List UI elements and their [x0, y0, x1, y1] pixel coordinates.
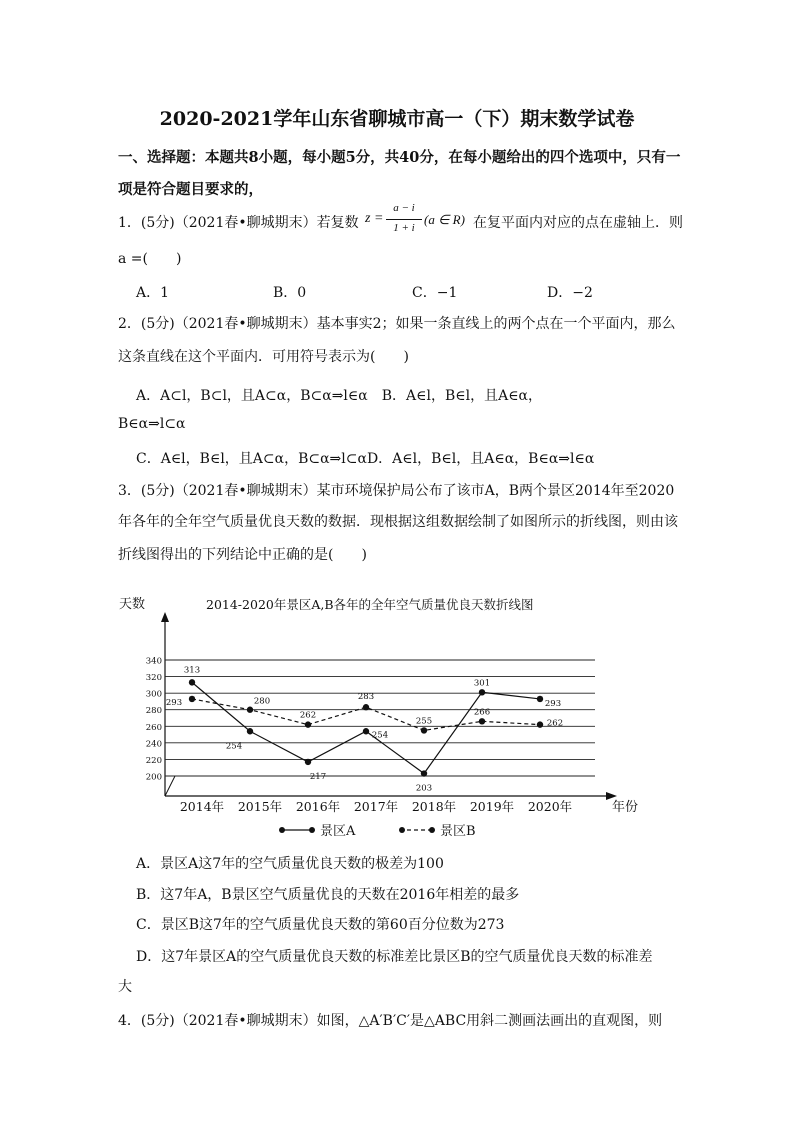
x-tick-label: 2019年 — [469, 799, 515, 814]
axis-break — [165, 776, 175, 796]
q1-prefix: 1．(5分)（2021春•聊城期末）若复数 — [118, 215, 359, 231]
data-point — [305, 721, 311, 727]
legend-marker-a — [309, 827, 315, 833]
q3-option-a: A．景区A这7年的空气质量优良天数的极差为100 — [136, 856, 444, 872]
x-tick-label: 2016年 — [295, 799, 341, 814]
q1-option-c: C．−1 — [412, 285, 458, 301]
x-tick-label: 2014年 — [179, 799, 225, 814]
x-tick-label: 2018年 — [411, 799, 457, 814]
x-tick-label: 2015年 — [237, 799, 283, 814]
data-point — [189, 679, 195, 685]
q2-option-ab: A．A⊂l，B⊂l，且A⊂α，B⊂α⇒l∈α B．A∈l，B∈l，且A∈α， — [136, 388, 543, 404]
data-label: 262 — [299, 710, 317, 721]
section-heading-line2: 项是符合题目要求的， — [118, 181, 263, 198]
data-point — [305, 759, 311, 765]
y-tick-label: 340 — [145, 656, 162, 667]
q4-line1: 4．(5分)（2021春•聊城期末）如图，△A′B′C′是△ABC用斜二测画法画出的直观图，则 — [118, 1013, 663, 1029]
data-point — [189, 696, 195, 702]
x-axis-label: 年份 — [612, 800, 639, 815]
q2-line2: 这条直线在这个平面内．可用符号表示为( ) — [118, 349, 409, 365]
x-tick-label: 2017年 — [353, 799, 399, 814]
q1-denominator: 1 + i — [393, 222, 415, 234]
data-point — [363, 704, 369, 710]
data-label: 293 — [544, 698, 562, 709]
y-tick-label: 220 — [145, 755, 162, 766]
data-label: 254 — [371, 730, 389, 741]
legend-marker-b — [429, 827, 435, 833]
q1-option-d: D．−2 — [547, 285, 593, 301]
legend-label-a: 景区A — [320, 824, 356, 839]
data-point — [421, 727, 427, 733]
legend-marker-b — [399, 827, 405, 833]
y-tick-label: 200 — [145, 772, 162, 783]
data-label: 283 — [357, 692, 375, 703]
legend-marker-a — [279, 827, 285, 833]
y-tick-label: 260 — [145, 722, 162, 733]
q1-option-b: B．0 — [273, 285, 307, 301]
y-tick-label: 280 — [145, 706, 162, 717]
q3-option-b: B．这7年A，B景区空气质量优良的天数在2016年相差的最多 — [136, 887, 520, 903]
data-point — [421, 770, 427, 776]
y-axis-label: 天数 — [119, 597, 146, 612]
data-label: 280 — [253, 696, 271, 707]
q3-option-c: C．景区B这7年的空气质量优良天数的第60百分位数为273 — [136, 917, 505, 933]
page-title: 2020-2021学年山东省聊城市高一（下）期末数学试卷 — [159, 108, 635, 130]
data-label: 262 — [546, 718, 564, 729]
data-label: 313 — [183, 665, 201, 676]
data-label: 217 — [309, 771, 327, 782]
data-label: 254 — [225, 741, 243, 752]
x-tick-label: 2020年 — [527, 799, 573, 814]
q3-line3: 折线图得出的下列结论中正确的是( ) — [118, 547, 367, 563]
q3-line2: 年各年的全年空气质量优良天数的数据．现根据这组数据绘制了如图所示的折线图，则由该 — [118, 514, 678, 530]
q1-numerator: a − i — [393, 202, 415, 214]
q1-line2: a =( ) — [118, 251, 182, 267]
data-label: 203 — [415, 783, 433, 794]
q1-suffix: 在复平面内对应的点在虚轴上．则 — [473, 215, 683, 231]
q1-z: z = — [365, 211, 384, 226]
q2-line1: 2．(5分)（2021春•聊城期末）基本事实2；如果一条直线上的两个点在一个平面内，那么 — [118, 316, 676, 332]
data-label: 293 — [165, 697, 183, 708]
q1-condition: (a ∈ R) — [424, 212, 465, 227]
x-axis-arrow — [606, 792, 617, 800]
legend-label-b: 景区B — [440, 824, 476, 839]
data-point — [363, 728, 369, 734]
data-point — [247, 728, 253, 734]
data-point — [537, 721, 543, 727]
data-point — [479, 689, 485, 695]
q2-option-b-cont: B∈α⇒l⊂α — [118, 416, 186, 432]
q3-option-d-cont: 大 — [118, 979, 132, 995]
data-point — [537, 696, 543, 702]
y-tick-label: 240 — [145, 739, 162, 750]
data-label: 301 — [473, 678, 491, 689]
q3-option-d: D．这7年景区A的空气质量优良天数的标准差比景区B的空气质量优良天数的标准差 — [136, 949, 653, 965]
y-axis-arrow — [161, 612, 169, 622]
data-label: 255 — [415, 716, 433, 727]
q2-option-cd: C．A∈l，B∈l，且A⊂α，B⊂α⇒l⊂αD．A∈l，B∈l，且A∈α，B∈α⇒l∈α — [136, 451, 595, 467]
y-tick-label: 300 — [145, 689, 162, 700]
data-point — [247, 707, 253, 713]
data-point — [479, 718, 485, 724]
y-tick-label: 320 — [145, 673, 162, 684]
q1-option-a: A．1 — [136, 285, 170, 301]
q3-line1: 3．(5分)（2021春•聊城期末）某市环境保护局公布了该市A，B两个景区2014年至2020 — [118, 483, 675, 499]
section-heading-line1: 一、选择题：本题共8小题，每小题5分，共40分，在每小题给出的四个选项中，只有一 — [118, 149, 681, 166]
chart-title: 2014-2020年景区A,B各年的全年空气质量优良天数折线图 — [206, 597, 534, 612]
data-label: 266 — [473, 707, 491, 718]
